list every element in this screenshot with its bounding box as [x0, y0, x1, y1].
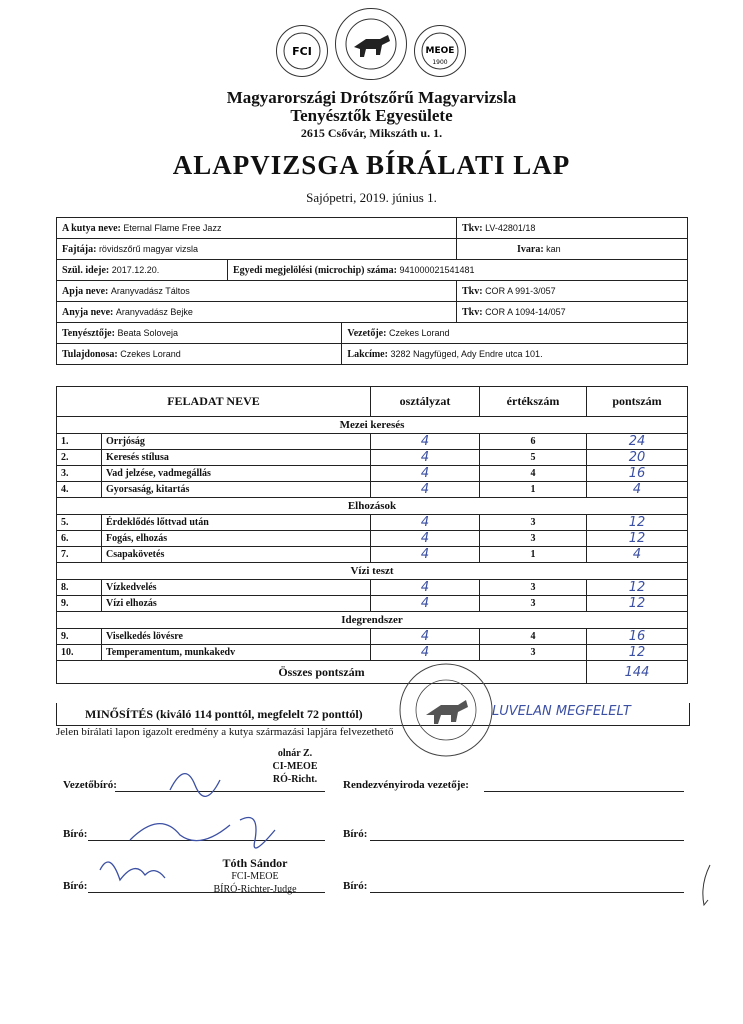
table-row: [57, 515, 688, 531]
task-points: 4: [632, 547, 642, 562]
total-label: Összes pontszám: [57, 661, 587, 684]
sire-tkv: COR A 991-3/057: [485, 285, 556, 296]
dog-owner: Czekes Lorand: [120, 348, 181, 359]
task-factor: 3: [480, 515, 587, 531]
fci-logo: [276, 25, 328, 77]
task-grade: 4: [420, 450, 430, 465]
sire-tkv-label: Tkv:: [462, 285, 483, 297]
total-points: 144: [624, 664, 650, 680]
task-number: 9.: [57, 629, 102, 645]
office-head-label: Rendezvényiroda vezetője:: [343, 779, 469, 791]
task-number: 8.: [57, 580, 102, 596]
owner-label: Tulajdonosa:: [62, 348, 118, 360]
task-grade: 4: [420, 580, 430, 595]
svg-text:1900: 1900: [432, 59, 448, 66]
org-name-line2: Tenyésztők Egyesülete: [290, 106, 453, 125]
task-number: 4.: [57, 482, 102, 498]
sex-label: Ivara:: [517, 243, 544, 255]
grade-header: osztályzat: [371, 387, 480, 417]
breed-label: Fajtája:: [62, 243, 97, 255]
task-name: Orrjóság: [102, 434, 371, 450]
sire-label: Apja neve:: [62, 285, 109, 297]
task-factor: 6: [480, 434, 587, 450]
task-name: Vízi elhozás: [102, 596, 371, 612]
table-row: [57, 596, 688, 612]
section-title: Elhozások: [57, 498, 688, 515]
task-number: 10.: [57, 645, 102, 661]
task-number: 9.: [57, 596, 102, 612]
judge-stamp-1: olnár Z. CI-MEOE RÓ-Richt.: [272, 748, 318, 785]
qualification-box: [56, 703, 690, 726]
task-factor: 3: [480, 580, 587, 596]
points-header: pontszám: [587, 387, 688, 417]
club-logo: [335, 8, 407, 80]
address-label: Lakcíme:: [347, 348, 388, 360]
task-factor: 1: [480, 547, 587, 563]
dog-chip: 941000021541481: [399, 264, 475, 275]
dog-tkv: LV-42801/18: [485, 222, 536, 233]
tasks-table: [56, 386, 688, 684]
task-points: 20: [628, 450, 646, 465]
task-name: Temperamentum, munkakedv: [102, 645, 371, 661]
judge4-label: Bíró:: [343, 880, 368, 892]
section-title: Mezei keresés: [57, 417, 688, 434]
task-grade: 4: [420, 629, 430, 644]
task-factor: 3: [480, 596, 587, 612]
table-row: [57, 547, 688, 563]
table-row: [57, 434, 688, 450]
task-points: 12: [628, 515, 646, 530]
task-points: 16: [628, 629, 646, 644]
table-row: [57, 629, 688, 645]
task-factor: 1: [480, 482, 587, 498]
table-row: [57, 466, 688, 482]
tasks-body: [57, 417, 688, 661]
section-row: [57, 417, 688, 434]
section-title: Vízi teszt: [57, 563, 688, 580]
task-factor: 4: [480, 466, 587, 482]
judge1-label: Bíró:: [63, 828, 88, 840]
task-factor: 5: [480, 450, 587, 466]
task-points: 12: [628, 596, 646, 611]
dam-tkv-label: Tkv:: [462, 306, 483, 318]
judge2-label: Bíró:: [343, 828, 368, 840]
place-date: Sajópetri, 2019. június 1.: [306, 190, 437, 205]
task-number: 2.: [57, 450, 102, 466]
judge3-label: Bíró:: [63, 880, 88, 892]
club-stamp: [396, 660, 496, 760]
task-number: 6.: [57, 531, 102, 547]
task-name: Vízkedvelés: [102, 580, 371, 596]
dog-name-label: A kutya neve:: [62, 222, 121, 234]
task-number: 7.: [57, 547, 102, 563]
tkv-label: Tkv:: [462, 222, 483, 234]
table-row: [57, 645, 688, 661]
dog-breed: rövidszőrű magyar vizsla: [98, 243, 198, 254]
org-name-line1: Magyarországi Drótszőrű Magyarvizsla: [226, 88, 517, 107]
signature-scribbles: [90, 740, 310, 900]
dam-tkv: COR A 1094-14/057: [485, 306, 566, 317]
section-row: [57, 612, 688, 629]
section-row: [57, 563, 688, 580]
task-points: 4: [632, 482, 642, 497]
table-row: [57, 482, 688, 498]
note-text: Jelen bírálati lapon igazolt eredmény a kutya származási lapjára felvezethető: [56, 726, 394, 738]
org-address: 2615 Csővár, Mikszáth u. 1.: [300, 126, 443, 140]
task-grade: 4: [420, 645, 430, 660]
meoe-logo: [414, 25, 466, 77]
task-number: 1.: [57, 434, 102, 450]
task-number: 5.: [57, 515, 102, 531]
dog-sex: kan: [546, 243, 561, 254]
task-grade: 4: [420, 596, 430, 611]
task-name: Csapakövetés: [102, 547, 371, 563]
judge-stamp-2: Tóth Sándor FCI-MEOE BÍRÓ-Richter-Judge: [213, 856, 297, 895]
task-grade: 4: [420, 466, 430, 481]
task-grade: 4: [420, 531, 430, 546]
task-factor: 4: [480, 629, 587, 645]
leader-judge-label: Vezetőbíró:: [63, 779, 117, 791]
task-name: Vad jelzése, vadmegállás: [102, 466, 371, 482]
page-title: ALAPVIZSGA BÍRÁLATI LAP: [172, 150, 571, 180]
dog-sire: Aranyvadász Táltos: [110, 285, 190, 296]
owner-address: 3282 Nagyfüged, Ady Endre utca 101.: [390, 348, 543, 359]
table-row: [57, 450, 688, 466]
task-name: Keresés stílusa: [102, 450, 371, 466]
margin-mark: [690, 860, 720, 910]
handler-label: Vezetője:: [347, 327, 387, 339]
task-name: Viselkedés lövésre: [102, 629, 371, 645]
dog-birth: 2017.12.20.: [111, 264, 160, 275]
section-row: [57, 498, 688, 515]
birth-label: Szül. ideje:: [62, 264, 110, 276]
task-grade: 4: [420, 434, 430, 449]
task-grade: 4: [420, 547, 430, 562]
task-factor: 3: [480, 645, 587, 661]
breeder-label: Tenyésztője:: [62, 327, 115, 339]
section-title: Idegrendszer: [57, 612, 688, 629]
dog-name: Eternal Flame Free Jazz: [123, 222, 222, 233]
factor-header: értékszám: [480, 387, 587, 417]
dog-breeder: Beata Soloveja: [117, 327, 178, 338]
task-points: 12: [628, 580, 646, 595]
task-points: 12: [628, 531, 646, 546]
task-grade: 4: [420, 515, 430, 530]
task-points: 24: [628, 434, 646, 449]
task-name: Fogás, elhozás: [102, 531, 371, 547]
task-name: Érdeklődés lőttvad után: [102, 515, 371, 531]
dog-info-table: [56, 217, 688, 365]
table-row: [57, 580, 688, 596]
task-header: FELADAT NEVE: [57, 387, 371, 417]
dam-label: Anyja neve:: [62, 306, 114, 318]
task-points: 16: [628, 466, 646, 481]
svg-text:MEOE: MEOE: [425, 46, 455, 56]
table-row: [57, 531, 688, 547]
dog-dam: Aranyvadász Bejke: [115, 306, 193, 317]
task-factor: 3: [480, 531, 587, 547]
qualification-label: MINŐSÍTÉS (kiváló 114 ponttól, megfelelt 72 ponttól): [85, 707, 363, 721]
dog-handler: Czekes Lorand: [388, 327, 450, 338]
task-number: 3.: [57, 466, 102, 482]
task-name: Gyorsaság, kitartás: [102, 482, 371, 498]
task-points: 12: [628, 645, 646, 660]
task-grade: 4: [420, 482, 430, 497]
chip-label: Egyedi megjelölési (microchip) száma:: [233, 264, 397, 276]
qualification-handwritten: LUVELAN MEGFELELT: [492, 704, 631, 719]
svg-text:FCI: FCI: [292, 45, 312, 58]
